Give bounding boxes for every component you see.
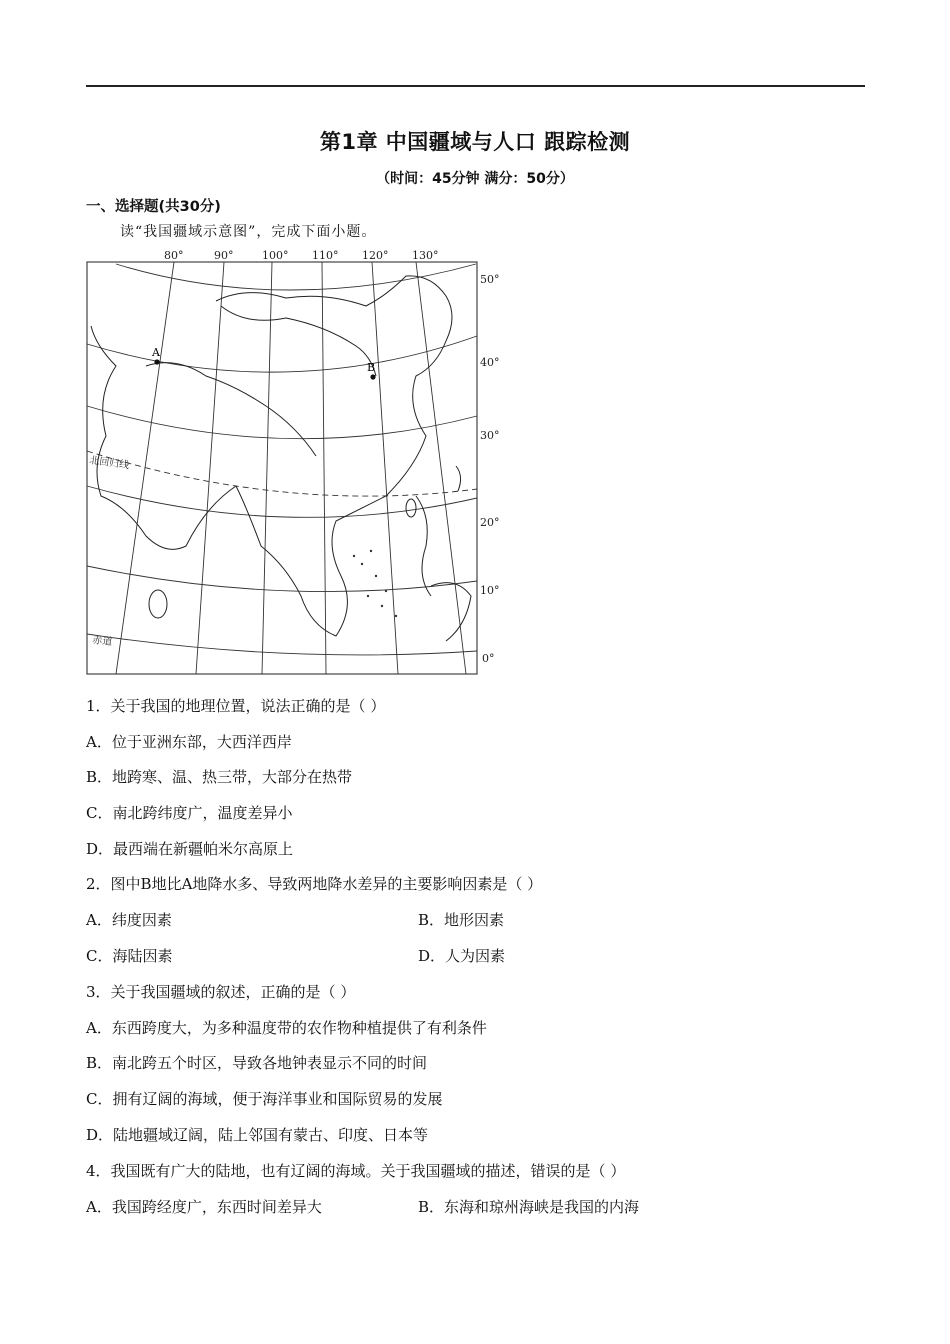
lat-label: 40° (480, 356, 500, 369)
question-stem: 3．关于我国疆域的叙述，正确的是（ ） (86, 983, 356, 1001)
point-a-marker (154, 359, 159, 364)
china-territory-map (86, 246, 506, 678)
header-rule (86, 85, 865, 87)
option-b: B．地形因素 (418, 911, 505, 929)
option-b: B．东海和琼州海峡是我国的内海 (418, 1198, 640, 1216)
option-d: D．最西端在新疆帕米尔高原上 (86, 840, 294, 858)
lat-label: 50° (480, 273, 500, 286)
point-b-label: B (367, 361, 376, 374)
lon-label: 110° (312, 249, 339, 262)
lat-label: 0° (482, 652, 495, 665)
option-a: A．纬度因素 (86, 911, 172, 929)
option-c: C．拥有辽阔的海域，便于海洋事业和国际贸易的发展 (86, 1090, 443, 1108)
lon-label: 100° (262, 249, 289, 262)
option-c: C．南北跨纬度广，温度差异小 (86, 804, 293, 822)
section-heading: 一、选择题(共30分) (86, 199, 221, 215)
option-d: D．人为因素 (418, 947, 506, 965)
option-d: D．陆地疆域辽阔，陆上邻国有蒙古、印度、日本等 (86, 1126, 429, 1144)
point-b-marker (370, 374, 375, 379)
option-a: A．我国跨经度广，东西时间差异大 (86, 1198, 322, 1216)
option-b: B．地跨寒、温、热三带，大部分在热带 (86, 768, 353, 786)
lon-label: 130° (412, 249, 439, 262)
question-stem: 1．关于我国的地理位置，说法正确的是（ ） (86, 697, 386, 715)
lon-label: 90° (214, 249, 234, 262)
point-a-label: A (152, 346, 160, 359)
question-stem: 4．我国既有广大的陆地，也有辽阔的海域。关于我国疆域的描述，错误的是（ ） (86, 1162, 626, 1180)
lon-label: 120° (362, 249, 389, 262)
option-a: A．位于亚洲东部，大西洋西岸 (86, 733, 292, 751)
equator-label: 赤道 (91, 635, 113, 649)
option-a: A．东西跨度大，为多种温度带的农作物种植提供了有利条件 (86, 1019, 487, 1037)
page-title: 第1章 中国疆域与人口 跟踪检测 (319, 130, 631, 154)
instruction-text: 读“我国疆域示意图”，完成下面小题。 (120, 224, 377, 240)
exam-info: （时间：45分钟 满分：50分） (376, 171, 574, 187)
option-c: C．海陆因素 (86, 947, 173, 965)
question-stem: 2．图中B地比A地降水多、导致两地降水差异的主要影响因素是（ ） (86, 875, 543, 893)
tropic-label: 北回归线 (88, 455, 130, 472)
lon-label: 80° (164, 249, 184, 262)
option-b: B．南北跨五个时区，导致各地钟表显示不同的时间 (86, 1054, 428, 1072)
lat-label: 30° (480, 429, 500, 442)
lat-label: 10° (480, 584, 500, 597)
lat-label: 20° (480, 516, 500, 529)
